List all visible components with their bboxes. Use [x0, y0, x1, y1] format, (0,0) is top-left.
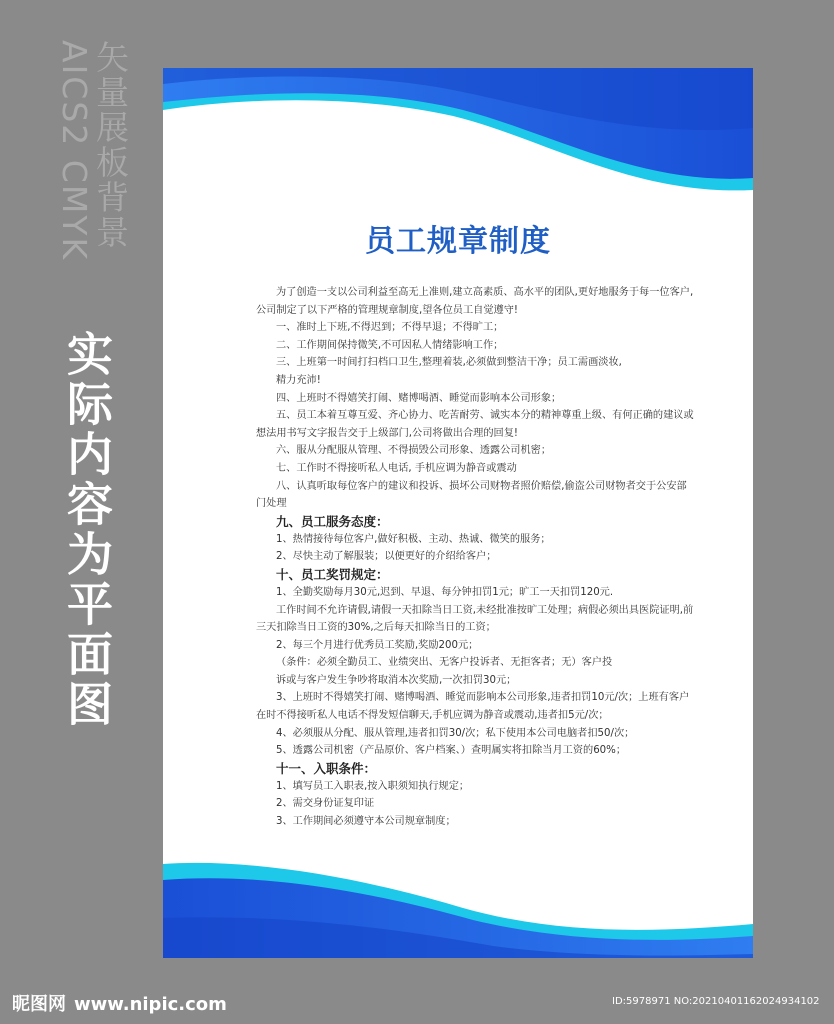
nipic-url[interactable]: www.nipic.com: [74, 994, 227, 1015]
rule-paragraph: 为了创造一支以公司利益至高无上准则,建立高素质、高水平的团队,更好地服务于每一位客户,公司制定了以下严格的管理规章制度,望各位员工自觉遵守!: [256, 287, 694, 316]
rule-paragraph: 1、填写员工入职表,按入职须知执行规定；: [276, 780, 470, 792]
top-wave-decoration: [163, 68, 753, 198]
rule-paragraph: 2、每三个月进行优秀员工奖励,奖励200元；: [276, 639, 479, 651]
rule-paragraph: （条件：必须全勤员工、业绩突出、无客户投诉者、无拒客者；无）客户投: [276, 657, 613, 669]
section-heading: 十一、入职条件：: [276, 760, 377, 776]
page-title: 员工规章制度: [365, 224, 551, 259]
rule-paragraph: 三、上班第一时间打扫档口卫生,整理着装,必须做到整洁干净；员工需画淡妆,: [276, 357, 622, 369]
rule-paragraph: 二、工作期间保持微笑,不可因私人情绪影响工作；: [276, 339, 504, 351]
rule-paragraph: 4、必须服从分配、服从管理,违者扣罚30/次；私下使用本公司电脑者扣50/次；: [276, 727, 635, 739]
rule-paragraph: 3、上班时不得嬉笑打闹、赌博喝酒、睡觉而影响本公司形象,违者扣罚10元/次；上班有客户在时不得接听私人电话不得发短信聊天,手机应调为静音或震动,违者扣5元/次；: [256, 692, 690, 722]
rule-paragraph: 5、透露公司机密（产品原价、客户档案、）查明属实将扣除当月工资的60%；: [276, 745, 627, 757]
rule-paragraph: 3、工作期间必须遵守本公司规章制度；: [276, 816, 456, 828]
rule-paragraph: 五、员工本着互尊互爱、齐心协力、吃苦耐劳、诚实本分的精神尊重上级、有何正确的建议或想法用书写文字报告交于上级部门,公司将做出合理的回复!: [256, 410, 694, 439]
rule-paragraph: 精力充沛!: [276, 374, 321, 386]
side-caption-line2: AICS2 CMYK: [55, 40, 94, 262]
rule-paragraph: 1、全勤奖励每月30元,迟到、早退、每分钟扣罚1元；旷工一天扣罚120元.: [276, 586, 614, 598]
rule-paragraph: 一、准时上下班,不得迟到；不得早退；不得旷工；: [276, 322, 504, 334]
image-id-label: ID:5978971 NO:20210401162024934102: [612, 996, 820, 1007]
nipic-logo: [12, 990, 227, 1016]
section-heading: 十、员工奖罚规定：: [276, 566, 389, 582]
rules-content: [256, 284, 696, 831]
rule-paragraph: 工作时间不允许请假,请假一天扣除当日工资,未经批准按旷工处理；病假必须出具医院证明,前三天扣除当日工资的30%,之后每天扣除当日的工资；: [256, 604, 694, 634]
section-heading: 九、员工服务态度：: [276, 513, 389, 529]
rule-paragraph: 2、尽快主动了解服装；以便更好的介绍给客户；: [276, 551, 497, 563]
rules-board: [163, 68, 753, 958]
rule-paragraph: 诉或与客户发生争吵将取消本次奖励,一次扣罚30元；: [276, 674, 517, 686]
rule-paragraph: 四、上班时不得嬉笑打闹、赌博喝酒、睡觉而影响本公司形象；: [276, 392, 562, 404]
bottom-wave-decoration: [163, 858, 753, 958]
rule-paragraph: 1、热情接待每位客户,做好积极、主动、热诚、微笑的服务；: [276, 533, 551, 545]
side-caption-note: 实际内容为平面图: [60, 330, 114, 730]
side-caption-line1: 矢量展板背景: [91, 40, 130, 250]
rule-paragraph: 七、工作时不得接听私人电话, 手机应调为静音或震动: [276, 462, 517, 474]
side-caption-format: [56, 40, 128, 280]
rule-paragraph: 2、需交身份证复印证: [276, 798, 375, 810]
rule-paragraph: 六、服从分配服从管理、不得损毁公司形象、透露公司机密；: [276, 445, 552, 457]
rule-paragraph: 八、认真听取每位客户的建议和投诉、损坏公司财物者照价赔偿,偷盗公司财物者交于公安部门处理: [256, 480, 687, 510]
nipic-logo-text: 昵图网: [12, 994, 66, 1015]
